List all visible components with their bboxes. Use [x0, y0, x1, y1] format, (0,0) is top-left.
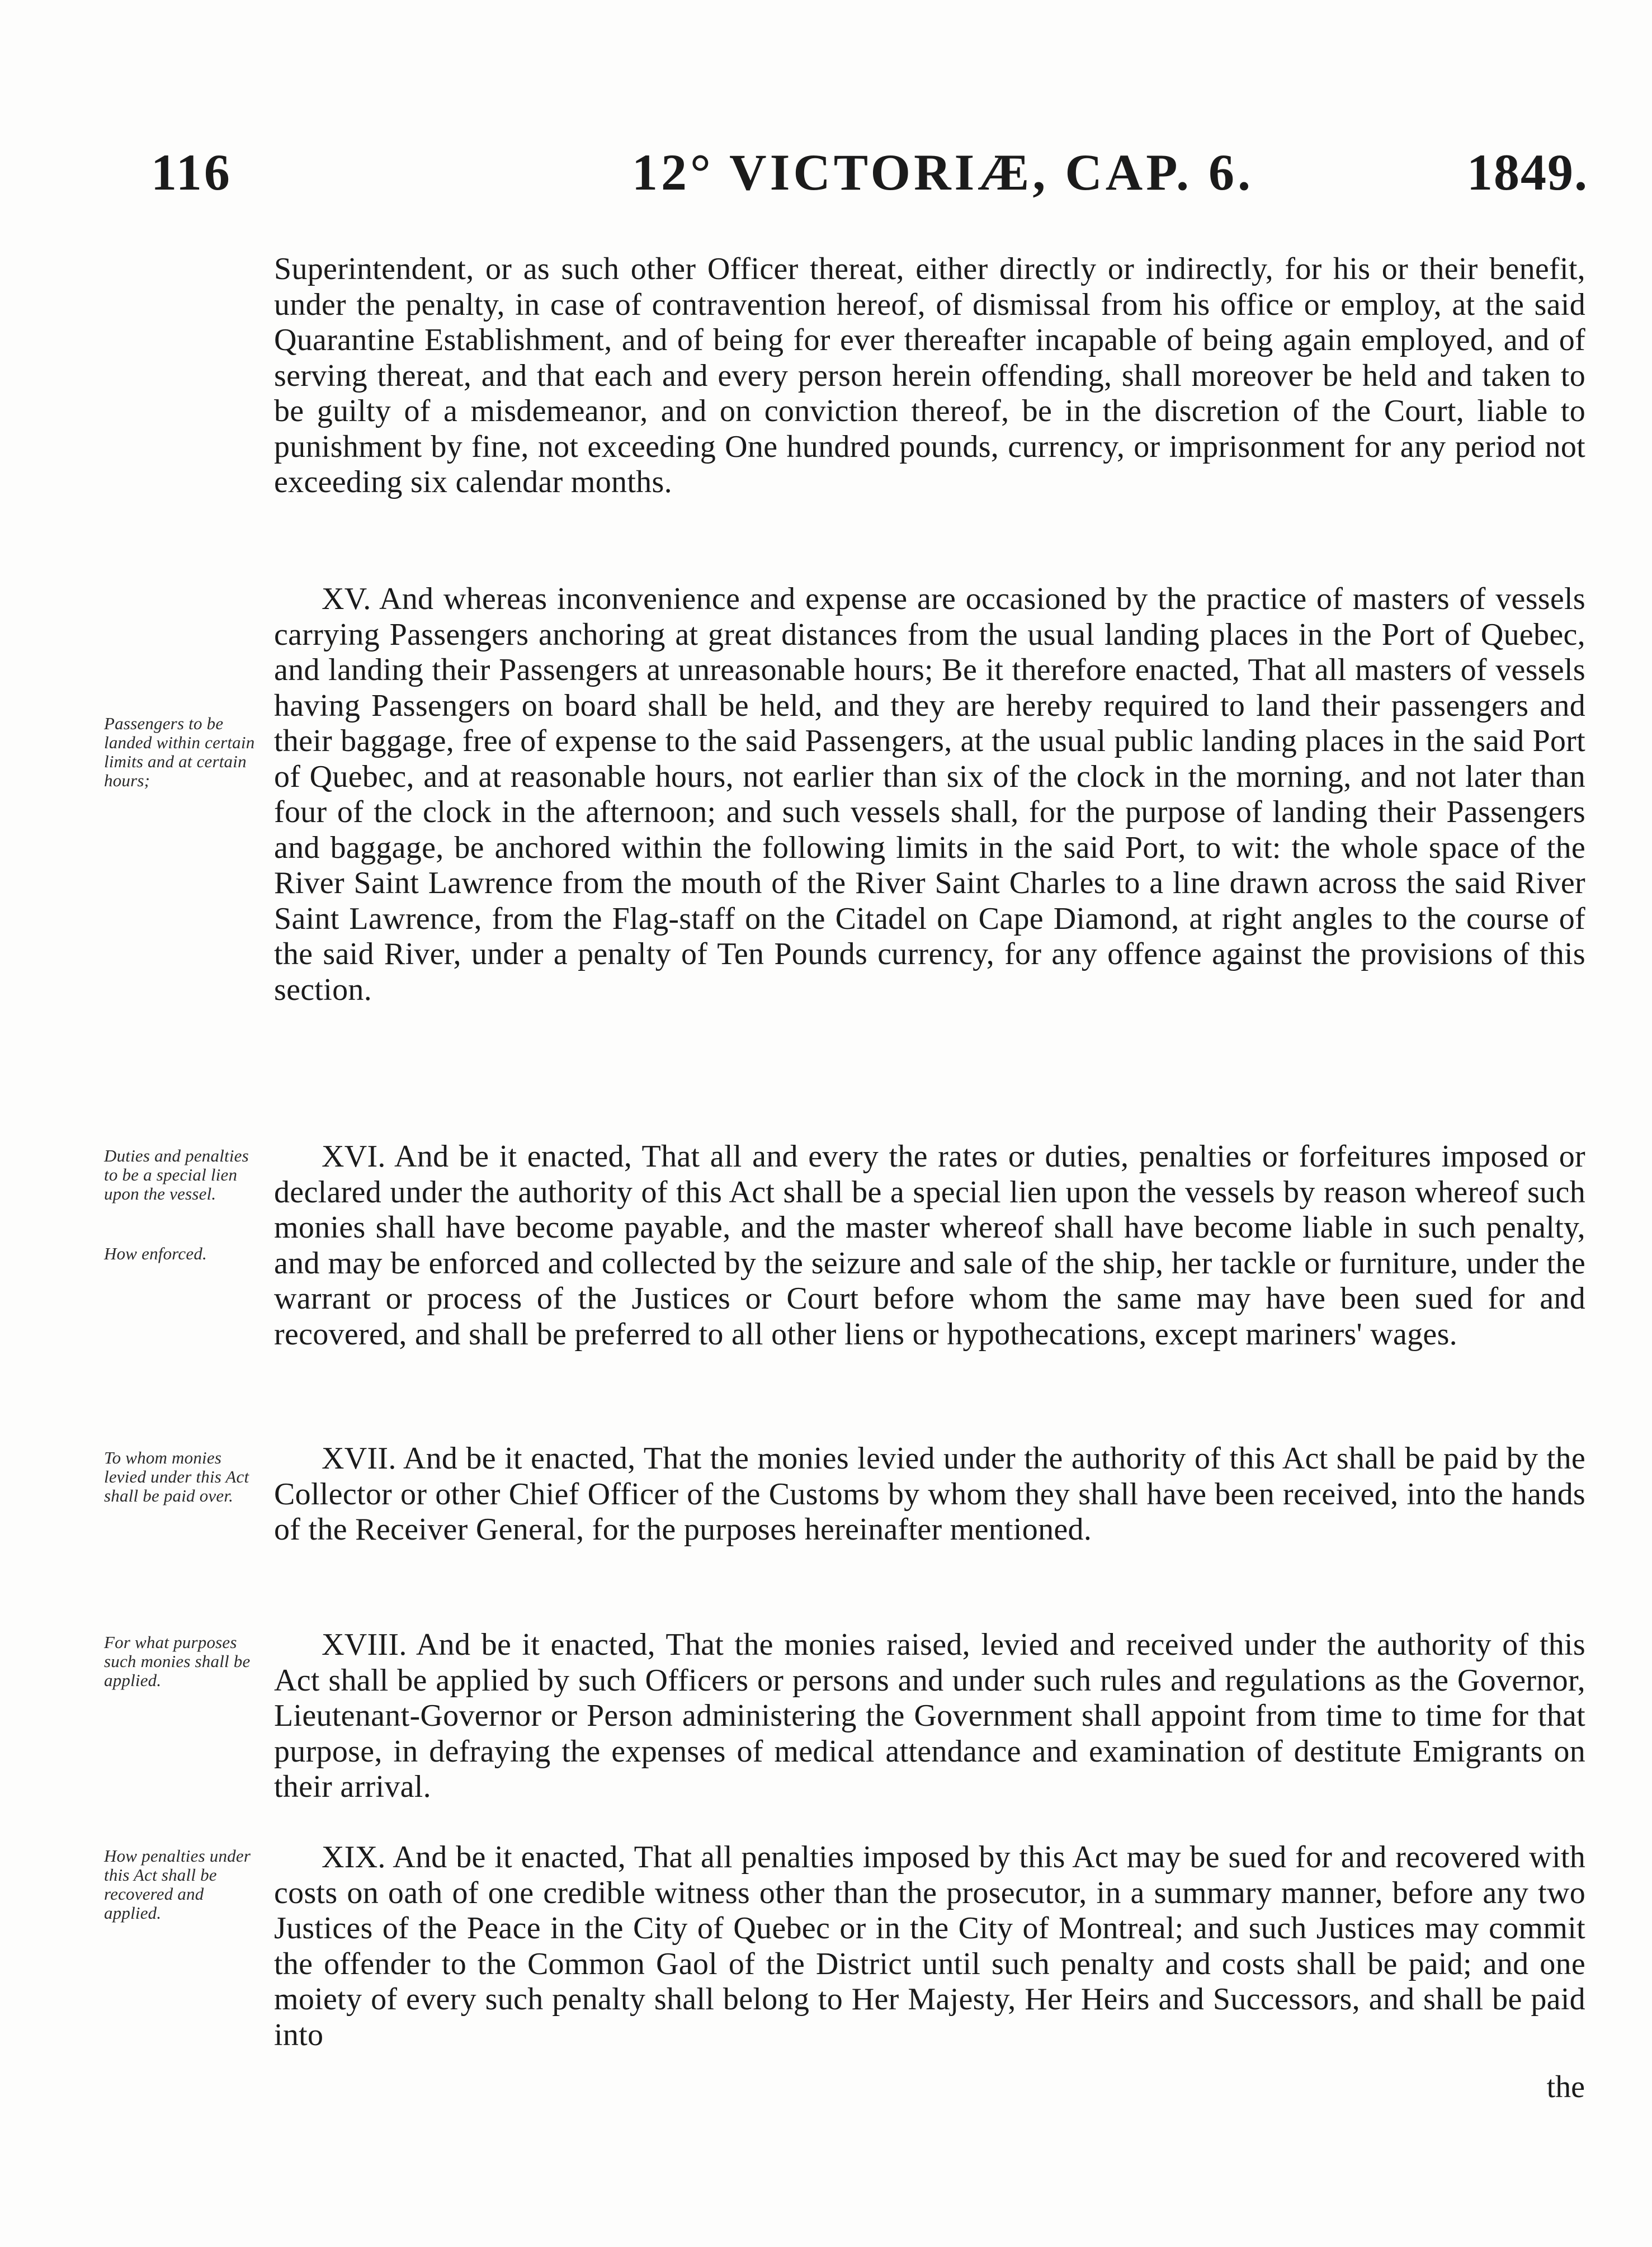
running-title: 12° VICTORIÆ, CAP. 6.	[632, 144, 1254, 201]
margin-note-penalties-recovered: How penalties under this Act shall be recovered and applied.	[104, 1846, 251, 1923]
section-text: XIX. And be it enacted, That all penalties imposed by this Act may be sued for and recovered with costs on oath of one credible witness other than the prosecutor, in a summary manner, before any two Justices of the Peace in the City of Quebec or in the City of Montreal; and such Justices may commit the offender to the Common Gaol of the District until such penalty and costs shall be paid; and one moiety of every such penalty shall belong to Her Majesty, Her Heirs and Successors, and shall be paid into	[274, 1840, 1585, 2052]
section-xvi	[274, 1139, 1585, 1352]
margin-note-monies-paid-over: To whom monies levied under this Act shall be paid over.	[104, 1448, 249, 1505]
section-xv	[274, 582, 1585, 1008]
section-text: XVI. And be it enacted, That all and every the rates or duties, penalties or forfeitures imposed or declared under the authority of this Act shall be a special lien upon the vessels by reason whereof such monies shall have become payable, and the master whereof shall have become liable in such penalty, and may be enforced and collected by the seizure and sale of the ship, her tackle or furniture, under the warrant or process of the Justices or Court before whom the same may have been sued for and recovered, and shall be preferred to all other liens or hypothecations, except mariners' wages.	[274, 1139, 1585, 1352]
running-header	[151, 143, 1588, 215]
section-text: XVII. And be it enacted, That the monies levied under the authority of this Act shall be paid by the Collector or other Chief Officer of the Customs by whom they shall have been received, into the hands of the Receiver General, for the purposes hereinafter mentioned.	[274, 1441, 1585, 1547]
header-year: 1849.	[1467, 144, 1588, 201]
section-xix	[274, 1840, 1585, 2053]
catchword: the	[1546, 2070, 1585, 2104]
margin-note-passengers-landing: Passengers to be landed within certain limits and at certain hours;	[104, 714, 255, 790]
margin-note-purposes: For what purposes such monies shall be applied.	[104, 1632, 251, 1690]
paragraph-text: Superintendent, or as such other Officer thereat, either directly or indirectly, for his or their benefit, under the penalty, in case of contravention hereof, of dismissal from his office or employ, at the said Quarantine Establishment, and of being for ever thereafter incapable of being again employed, and of serving thereat, and that each and every person herein offending, shall moreover be held and taken to be guilty of a misdemeanor, and on conviction thereof, be in the discretion of the Court, liable to punishment by fine, not exceeding One hundred pounds, currency, or imprisonment for any period not exceeding six calendar months.	[274, 252, 1585, 499]
section-text: XV. And whereas inconvenience and expense are occasioned by the practice of masters of vessels carrying Passengers anchoring at great distances from the usual landing places in the Port of Quebec, and landing their Passengers at unreasonable hours; Be it therefore enacted, That all masters of vessels having Passengers on board shall be held, and they are hereby required to land their passengers and their baggage, free of expense to the said Passengers, at the usual public landing places in the said Port of Quebec, and at reasonable hours, not earlier than six of the clock in the morning, and not later than four of the clock in the afternoon; and such vessels shall, for the purpose of landing their Passengers and baggage, be anchored within the following limits in the said Port, to wit: the whole space of the River Saint Lawrence from the mouth of the River Saint Charles to a line drawn across the said River Saint Lawrence, from the Flag-staff on the Citadel on Cape Diamond, at right angles to the course of the said River, under a penalty of Ten Pounds currency, for any offence against the provisions of this section.	[274, 582, 1585, 1007]
margin-note-how-enforced: How enforced.	[104, 1244, 207, 1263]
paragraph-continuation	[274, 252, 1585, 501]
section-xviii	[274, 1627, 1585, 1805]
page-number: 116	[151, 144, 232, 201]
section-text: XVIII. And be it enacted, That the monies raised, levied and received under the authority of this Act shall be applied by such Officers or persons and under such rules and regulations as the Governor, Lieutenant-Governor or Person administering the Government shall appoint from time to time for that purpose, in defraying the expenses of medical attendance and examination of destitute Emigrants on their arrival.	[274, 1627, 1585, 1804]
margin-note-duties-lien: Duties and penalties to be a special lien upon the vessel.	[104, 1146, 249, 1203]
section-xvii	[274, 1441, 1585, 1548]
